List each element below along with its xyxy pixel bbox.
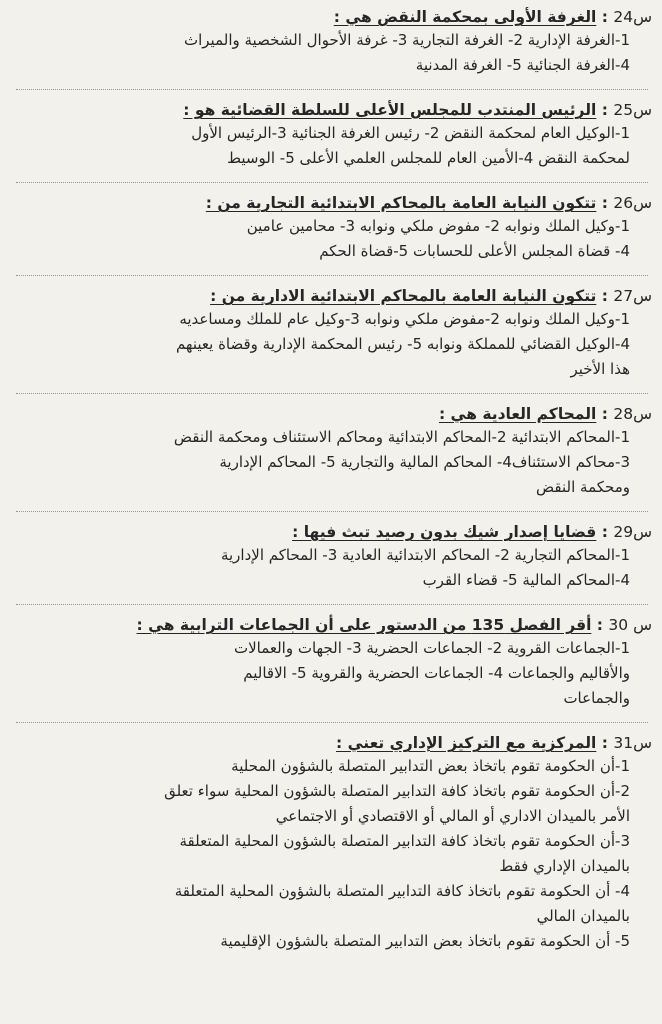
answer-line: 1-أن الحكومة تقوم باتخاذ بعض التدابير المتصلة بالشؤون المحلية [231,757,630,775]
answer-line: 1-الجماعات القروية 2- الجماعات الحضرية 3- الجهات والعمالات [233,639,630,657]
question-header: س24 : الغرفة الأولى بمحكمة النقض هي : [333,8,652,26]
answer-line: 4- قضاة المجلس الأعلى للحسابات 5-قضاة الحكم [319,242,630,260]
answer-line: 2-أن الحكومة تقوم باتخاذ كافة التدابير المتصلة بالشؤون المحلية سواء تعلق [164,782,630,800]
answer-line: 1-وكيل الملك ونوابه 2-مفوض ملكي ونوابه 3-وكيل عام للملك ومساعديه [179,310,630,328]
answer-line: 5- أن الحكومة تقوم باتخاذ بعض التدابير المتصلة بالشؤون الإقليمية [220,932,630,950]
question-header: س29 : قضايا إصدار شيك بدون رصيد تبث فيها : [292,523,652,541]
answer-line: 1-وكيل الملك ونوابه 2- مفوض ملكي ونوابه 3- محامين عامين [246,217,630,235]
question-31 [12,732,652,954]
question-prompt: الغرفة الأولى بمحكمة النقض هي : [333,8,597,26]
answer-line: 1-المحاكم الابتدائية 2-المحاكم الابتدائية ومحاكم الاستئناف ومحكمة النقض [173,428,630,446]
answer-line: 4- أن الحكومة تقوم باتخاذ كافة التدابير المتصلة بالشؤون المحلية المتعلقة [174,882,630,900]
question-28 [12,403,652,500]
answer-line: 1-الغرفة الإدارية 2- الغرفة التجارية 3- غرفة الأحوال الشخصية والميراث [183,31,630,49]
answer-line: 1-المحاكم التجارية 2- المحاكم الابتدائية العادية 3- المحاكم الإدارية [220,546,630,564]
question-number: س29 [613,523,652,541]
answer-line: بالميدان المالي [536,907,630,925]
question-header: س26 : تتكون النيابة العامة بالمحاكم الابتدائية التجارية من : [205,194,652,212]
dotted-divider [16,393,648,394]
answer-line: لمحكمة النقض 4-الأمين العام للمجلس العلمي الأعلى 5- الوسيط [227,149,630,167]
question-prompt: أقر الفصل 135 من الدستور على أن الجماعات الترابية هي : [136,616,592,634]
question-30 [12,614,652,711]
question-26 [12,192,652,264]
question-number: س26 [613,194,652,212]
dotted-divider [16,511,648,512]
question-25 [12,99,652,171]
question-prompt: قضايا إصدار شيك بدون رصيد تبث فيها : [292,523,597,541]
answer-line: 3-محاكم الاستئناف4- المحاكم المالية والتجارية 5- المحاكم الإدارية [219,453,630,471]
dotted-divider [16,89,648,90]
dotted-divider [16,604,648,605]
answer-line: 3-أن الحكومة تقوم باتخاذ كافة التدابير المتصلة بالشؤون المحلية المتعلقة [179,832,630,850]
answer-line: هذا الأخير [570,360,630,378]
dotted-divider [16,722,648,723]
question-number: س 30 [608,616,652,634]
answer-line: والجماعات [563,689,630,707]
question-number: س28 [613,405,652,423]
question-header: س25 : الرئيس المنتدب للمجلس الأعلى للسلطة القضائية هو : [183,101,652,119]
question-number: س25 [613,101,652,119]
answer-line: بالميدان الإداري فقط [499,857,630,875]
answer-line: والأقاليم والجماعات 4- الجماعات الحضرية والقروية 5- الاقاليم [243,664,630,682]
question-header: س28 : المحاكم العادية هي : [438,405,652,423]
answer-line: 1-الوكيل العام لمحكمة النقض 2- رئيس الغرفة الجنائية 3-الرئيس الأول [191,124,630,142]
answer-line: 4-الوكيل القضائي للمملكة ونوابه 5- رئيس المحكمة الإدارية وقضاة يعينهم [175,335,630,353]
answer-line: ومحكمة النقض [536,478,630,496]
question-header: س31 : المركزية مع التركيز الإداري تعني : [336,734,652,752]
question-prompt: المحاكم العادية هي : [438,405,597,423]
question-header: س 30 : أقر الفصل 135 من الدستور على أن الجماعات الترابية هي : [136,616,652,634]
dotted-divider [16,275,648,276]
dotted-divider [16,182,648,183]
question-24 [12,6,652,78]
answer-line: الأمر بالميدان الاداري أو المالي أو الاقتصادي أو الاجتماعي [275,807,630,825]
question-number: س31 [613,734,652,752]
question-prompt: تتكون النيابة العامة بالمحاكم الابتدائية التجارية من : [205,194,597,212]
question-prompt: الرئيس المنتدب للمجلس الأعلى للسلطة القضائية هو : [183,101,597,119]
question-number: س27 [613,287,652,305]
answer-line: 4-الغرفة الجنائية 5- الغرفة المدنية [415,56,630,74]
answer-line: 4-المحاكم المالية 5- قضاء القرب [422,571,630,589]
question-header: س27 : تتكون النيابة العامة بالمحاكم الابتدائية الادارية من : [210,287,652,305]
question-29 [12,521,652,593]
question-prompt: تتكون النيابة العامة بالمحاكم الابتدائية الادارية من : [210,287,597,305]
question-27 [12,285,652,382]
question-prompt: المركزية مع التركيز الإداري تعني : [336,734,597,752]
question-number: س24 [613,8,652,26]
